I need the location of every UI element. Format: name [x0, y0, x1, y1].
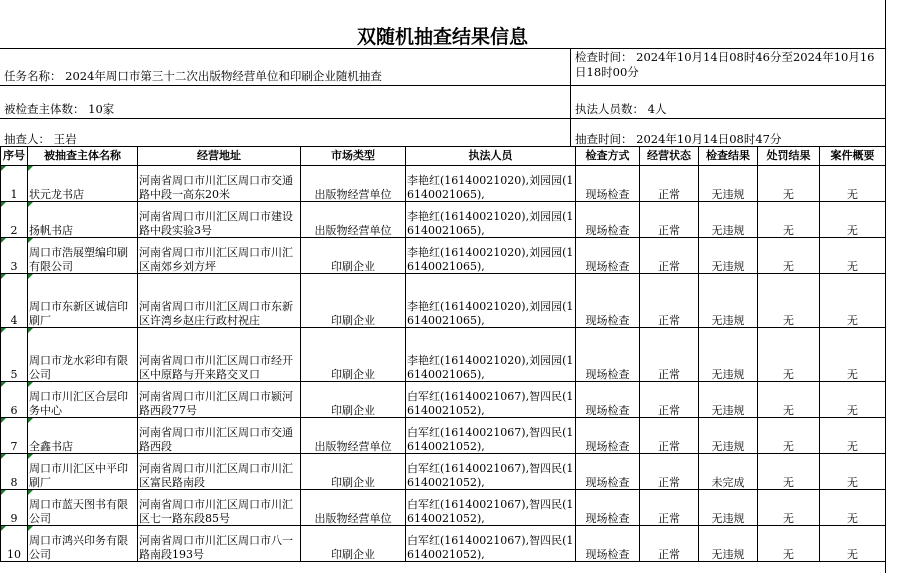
row-staff: 白军红(16140021067),智四民(16140021052), — [406, 454, 576, 490]
row-result: 无违规 — [699, 274, 758, 328]
table-row — [1, 166, 886, 202]
row-market-type: 出版物经营单位 — [301, 166, 406, 202]
row-summary: 无 — [820, 454, 886, 490]
row-subject-name: 周口市川汇区中平印刷厂 — [28, 454, 138, 490]
row-penalty: 无 — [758, 274, 820, 328]
row-status: 正常 — [640, 382, 699, 418]
row-result: 无违规 — [699, 418, 758, 454]
check-time: 检查时间： 2024年10月14日08时46分至2024年10月16日18时00分 — [575, 50, 875, 79]
row-method: 现场检查 — [576, 328, 640, 382]
col-name: 被抽查主体名称 — [28, 147, 138, 166]
row-result: 无违规 — [699, 328, 758, 382]
col-status: 经营状态 — [640, 147, 699, 166]
row-market-type: 出版物经营单位 — [301, 202, 406, 238]
row-number: 2 — [1, 202, 28, 238]
table-row — [1, 238, 886, 274]
row-address: 河南省周口市川汇区周口市交通路中段一高东20米 — [138, 166, 301, 202]
row-subject-name: 全鑫书店 — [28, 418, 138, 454]
row-method: 现场检查 — [576, 274, 640, 328]
row-market-type: 印刷企业 — [301, 328, 406, 382]
row-staff: 白军红(16140021067),智四民(16140021052), — [406, 526, 576, 562]
row-staff: 白军红(16140021067),智四民(16140021052), — [406, 382, 576, 418]
row-staff: 李艳红(16140021020),刘园园(16140021065), — [406, 238, 576, 274]
row-address: 河南省周口市川汇区周口市建设路中段实验3号 — [138, 202, 301, 238]
row-number: 9 — [1, 490, 28, 526]
row-number: 8 — [1, 454, 28, 490]
col-result: 检查结果 — [699, 147, 758, 166]
row-result: 未完成 — [699, 454, 758, 490]
row-address: 河南省周口市川汇区周口市交通路西段 — [138, 418, 301, 454]
col-type: 市场类型 — [301, 147, 406, 166]
row-result: 无违规 — [699, 166, 758, 202]
row-staff: 白军红(16140021067),智四民(16140021052), — [406, 490, 576, 526]
row-market-type: 出版物经营单位 — [301, 490, 406, 526]
row-summary: 无 — [820, 526, 886, 562]
row-summary: 无 — [820, 202, 886, 238]
row-subject-name: 周口市东新区诚信印刷厂 — [28, 274, 138, 328]
row-method: 现场检查 — [576, 454, 640, 490]
row-market-type: 印刷企业 — [301, 526, 406, 562]
row-result: 无违规 — [699, 238, 758, 274]
header-line — [0, 48, 885, 49]
row-status: 正常 — [640, 166, 699, 202]
row-method: 现场检查 — [576, 202, 640, 238]
table-row — [1, 454, 886, 490]
row-penalty: 无 — [758, 490, 820, 526]
row-address: 河南省周口市川汇区周口市经开区中原路与开来路交叉口 — [138, 328, 301, 382]
row-result: 无违规 — [699, 526, 758, 562]
row-status: 正常 — [640, 526, 699, 562]
row-method: 现场检查 — [576, 238, 640, 274]
col-summary: 案件概要 — [820, 147, 886, 166]
inspector: 抽查人： 王岩 — [4, 132, 77, 146]
row-subject-name: 扬帆书店 — [28, 202, 138, 238]
row-market-type: 印刷企业 — [301, 454, 406, 490]
row-penalty: 无 — [758, 526, 820, 562]
row-summary: 无 — [820, 418, 886, 454]
row-market-type: 出版物经营单位 — [301, 418, 406, 454]
row-subject-name: 状元龙书店 — [28, 166, 138, 202]
row-subject-name: 周口市浩展塑编印刷有限公司 — [28, 238, 138, 274]
row-method: 现场检查 — [576, 166, 640, 202]
row-status: 正常 — [640, 202, 699, 238]
row-penalty: 无 — [758, 166, 820, 202]
row-staff: 李艳红(16140021020),刘园园(16140021065), — [406, 328, 576, 382]
row-summary: 无 — [820, 382, 886, 418]
row-staff: 李艳红(16140021020),刘园园(16140021065), — [406, 274, 576, 328]
row-subject-name: 周口市龙水彩印有限公司 — [28, 328, 138, 382]
row-address: 河南省周口市川汇区周口市川汇区七一路东段85号 — [138, 490, 301, 526]
table-row — [1, 490, 886, 526]
header-line — [0, 118, 885, 119]
row-staff: 李艳红(16140021020),刘园园(16140021065), — [406, 202, 576, 238]
staff-count: 执法人员数： 4人 — [575, 102, 667, 116]
col-staff: 执法人员 — [406, 147, 576, 166]
row-address: 河南省周口市川汇区周口市东新区许湾乡赵庄行政村祝庄 — [138, 274, 301, 328]
row-penalty: 无 — [758, 328, 820, 382]
row-number: 6 — [1, 382, 28, 418]
row-number: 10 — [1, 526, 28, 562]
row-market-type: 印刷企业 — [301, 274, 406, 328]
row-number: 3 — [1, 238, 28, 274]
row-market-type: 印刷企业 — [301, 238, 406, 274]
row-penalty: 无 — [758, 238, 820, 274]
row-status: 正常 — [640, 328, 699, 382]
row-penalty: 无 — [758, 382, 820, 418]
table-row — [1, 418, 886, 454]
table-header — [1, 147, 886, 166]
row-number: 1 — [1, 166, 28, 202]
row-method: 现场检查 — [576, 490, 640, 526]
row-number: 4 — [1, 274, 28, 328]
col-penalty: 处罚结果 — [758, 147, 820, 166]
row-subject-name: 周口市川汇区合层印务中心 — [28, 382, 138, 418]
row-penalty: 无 — [758, 202, 820, 238]
row-result: 无违规 — [699, 202, 758, 238]
subject-count: 被检查主体数： 10家 — [4, 102, 115, 116]
row-result: 无违规 — [699, 490, 758, 526]
row-number: 7 — [1, 418, 28, 454]
row-method: 现场检查 — [576, 382, 640, 418]
row-method: 现场检查 — [576, 418, 640, 454]
table-row — [1, 274, 886, 328]
spot-check-time: 抽查时间： 2024年10月14日08时47分 — [575, 132, 782, 146]
row-penalty: 无 — [758, 418, 820, 454]
result-table — [0, 146, 886, 562]
row-status: 正常 — [640, 490, 699, 526]
row-summary: 无 — [820, 490, 886, 526]
row-address: 河南省周口市川汇区周口市川汇区南郊乡刘方坪 — [138, 238, 301, 274]
row-subject-name: 周口市蓝天图书有限公司 — [28, 490, 138, 526]
row-status: 正常 — [640, 454, 699, 490]
row-result: 无违规 — [699, 382, 758, 418]
row-address: 河南省周口市川汇区周口市川汇区富民路南段 — [138, 454, 301, 490]
row-penalty: 无 — [758, 454, 820, 490]
row-staff: 李艳红(16140021020),刘园园(16140021065), — [406, 166, 576, 202]
col-no: 序号 — [1, 147, 28, 166]
task-name: 任务名称： 2024年周口市第三十二次出版物经营单位和印刷企业随机抽查 — [4, 69, 382, 83]
row-subject-name: 周口市鸿兴印务有限公司 — [28, 526, 138, 562]
row-summary: 无 — [820, 238, 886, 274]
table-row — [1, 382, 886, 418]
row-number: 5 — [1, 328, 28, 382]
table-row — [1, 328, 886, 382]
row-method: 现场检查 — [576, 526, 640, 562]
row-staff: 白军红(16140021067),智四民(16140021052), — [406, 418, 576, 454]
row-summary: 无 — [820, 274, 886, 328]
row-status: 正常 — [640, 238, 699, 274]
row-summary: 无 — [820, 166, 886, 202]
col-address: 经营地址 — [138, 147, 301, 166]
row-status: 正常 — [640, 274, 699, 328]
row-address: 河南省周口市川汇区周口市颍河路西段77号 — [138, 382, 301, 418]
row-address: 河南省周口市川汇区周口市八一路南段193号 — [138, 526, 301, 562]
header-line — [0, 85, 885, 86]
row-market-type: 印刷企业 — [301, 382, 406, 418]
row-status: 正常 — [640, 418, 699, 454]
col-method: 检查方式 — [576, 147, 640, 166]
table-row — [1, 526, 886, 562]
header-divider — [570, 48, 571, 146]
table-row — [1, 202, 886, 238]
page-title: 双随机抽查结果信息 — [356, 26, 528, 48]
row-summary: 无 — [820, 328, 886, 382]
